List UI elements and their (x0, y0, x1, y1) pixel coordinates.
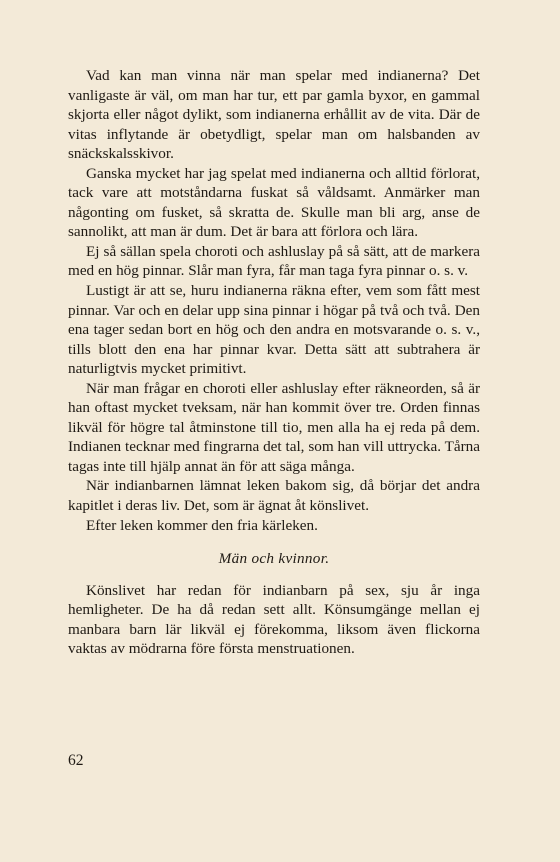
page-number: 62 (68, 752, 84, 769)
paragraph: Vad kan man vinna när man spelar med indianerna? Det vanligaste är väl, om man har tur, ett par gamla byxor, en gammal skjorta eller något dylikt, som indianerna erhållit av de vita. Där de vitas inflytande är obetydligt, spelar man om halsbanden av snäckskalsskivor. (68, 67, 480, 163)
paragraph: Ej så sällan spela choroti och ashluslay på så sätt, att de markera med en hög pinnar. Slår man fyra, får man taga fyra pinnar o. s. v. (68, 242, 480, 280)
paragraph: Lustigt är att se, huru indianerna räkna efter, vem som fått mest pinnar. Var och en delar upp sina pinnar i högar på två och två. Den ena tager sedan bort en hög och den andra en motsvarande o. s. v., tills blott den ena har pinnar kvar. Detta sätt att subtrahera är naturligtvis mycket primitivt. (68, 282, 480, 378)
paragraph: När man frågar en choroti eller ashluslay efter räkneorden, så är han oftast mycket tveksam, när han kommit över tre. Orden finnas likväl för högre tal åtminstone till tio, men alla ha ej reda på dem. Indianen tecknar med fingrarna det tal, som han vill uttrycka. Tårna tagas inte till hjälp annat än för att säga många. (68, 379, 480, 475)
paragraph: När indianbarnen lämnat leken bakom sig, då börjar det andra kapitlet i deras liv. Det, som är ägnat åt könslivet. (68, 477, 480, 515)
paragraph: Könslivet har redan för indianbarn på sex, sju år inga hemligheter. De ha då redan sett allt. Könsumgänge mellan ej manbara barn lär likväl ej förekomma, liksom även flickorna vaktas av mödrarna före första menstruationen. (68, 581, 480, 658)
paragraph: Efter leken kommer den fria kärleken. (86, 516, 318, 534)
body-text (68, 66, 480, 659)
section-heading: Män och kvinnor. (218, 550, 330, 568)
paragraph: Ganska mycket har jag spelat med indianerna och alltid förlorat, tack vare att motståndarna fuskat så våldsamt. Anmärker man någonting om fusket, så skratta de. Skulle man bli arg, anse de sannolikt, att man är dum. Det är bara att förlora och lära. (68, 164, 480, 241)
